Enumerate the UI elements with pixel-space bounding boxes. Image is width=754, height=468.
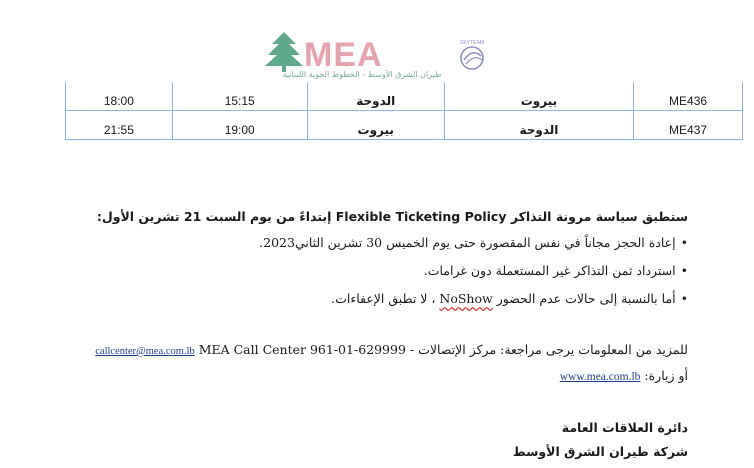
- refund-text: استرداد ثمن التذاكر غير المستعملة دون غرامات.: [423, 263, 676, 278]
- rebooking-text: إعادة الحجز مجاناً في نفس المقصورة حتى يوم الخميس 30 تشرين الثاني2023.: [259, 235, 676, 250]
- flight-number-cell: ME437: [634, 111, 743, 140]
- arrival-time-cell: 21:55: [66, 111, 173, 140]
- flight-schedule-table: [65, 82, 743, 140]
- bullet-icon: •: [680, 263, 688, 278]
- visit-label: أو زيارة:: [644, 368, 688, 383]
- bullet-icon: •: [680, 235, 688, 250]
- call-center-number: MEA Call Center 961-01-629999 -: [198, 342, 415, 357]
- destination-cell: بيروت: [307, 111, 444, 140]
- company-name: شركة طيران الشرق الأوسط: [512, 444, 688, 459]
- logo-arabic-tagline: طيران الشرق الأوسط - الخطوط الجوية اللبنانية: [282, 70, 442, 79]
- contact-line: [95, 342, 688, 357]
- origin-cell: الدوحة: [444, 111, 633, 140]
- list-item: [259, 235, 688, 263]
- noshow-text-before: أما بالنسبة إلى حالات عدم الحضور: [496, 291, 676, 306]
- departure-time-cell: 15:15: [172, 82, 307, 111]
- visit-line: [560, 368, 688, 383]
- email-link[interactable]: callcenter@mea.com.lb: [95, 346, 195, 357]
- cedar-icon: [262, 30, 306, 74]
- skyteam-logo: [454, 38, 490, 74]
- mea-logo: [262, 30, 494, 84]
- contact-intro: للمزيد من المعلومات يرجى مراجعة: مركز الإتصالات: [418, 342, 688, 357]
- flight-number-cell: ME436: [634, 82, 743, 111]
- origin-cell: بيروت: [444, 82, 633, 111]
- skyteam-icon: [454, 38, 490, 74]
- noshow-text-after: ، لا تطبق الإعفاءات.: [331, 291, 436, 306]
- destination-cell: الدوحة: [307, 82, 444, 111]
- department-name: دائرة العلاقات العامة: [561, 420, 688, 435]
- table-row: [66, 82, 743, 111]
- table-row: [66, 111, 743, 140]
- website-link[interactable]: www.mea.com.lb: [559, 371, 641, 383]
- list-item: [259, 263, 688, 291]
- departure-time-cell: 19:00: [172, 111, 307, 140]
- list-item: [259, 291, 688, 319]
- noshow-term: NoShow: [439, 291, 493, 306]
- logo-wordmark: MEA: [304, 36, 383, 74]
- skyteam-label: SKYTEAM: [460, 40, 484, 46]
- bullet-icon: •: [680, 291, 688, 306]
- policy-heading: ستطبق سياسة مرونة التذاكر Flexible Ticketing Policy إبتداءً من يوم السبت 21 تشرين الأول:: [96, 209, 688, 224]
- arrival-time-cell: 18:00: [66, 82, 173, 111]
- policy-bullet-list: [259, 235, 688, 319]
